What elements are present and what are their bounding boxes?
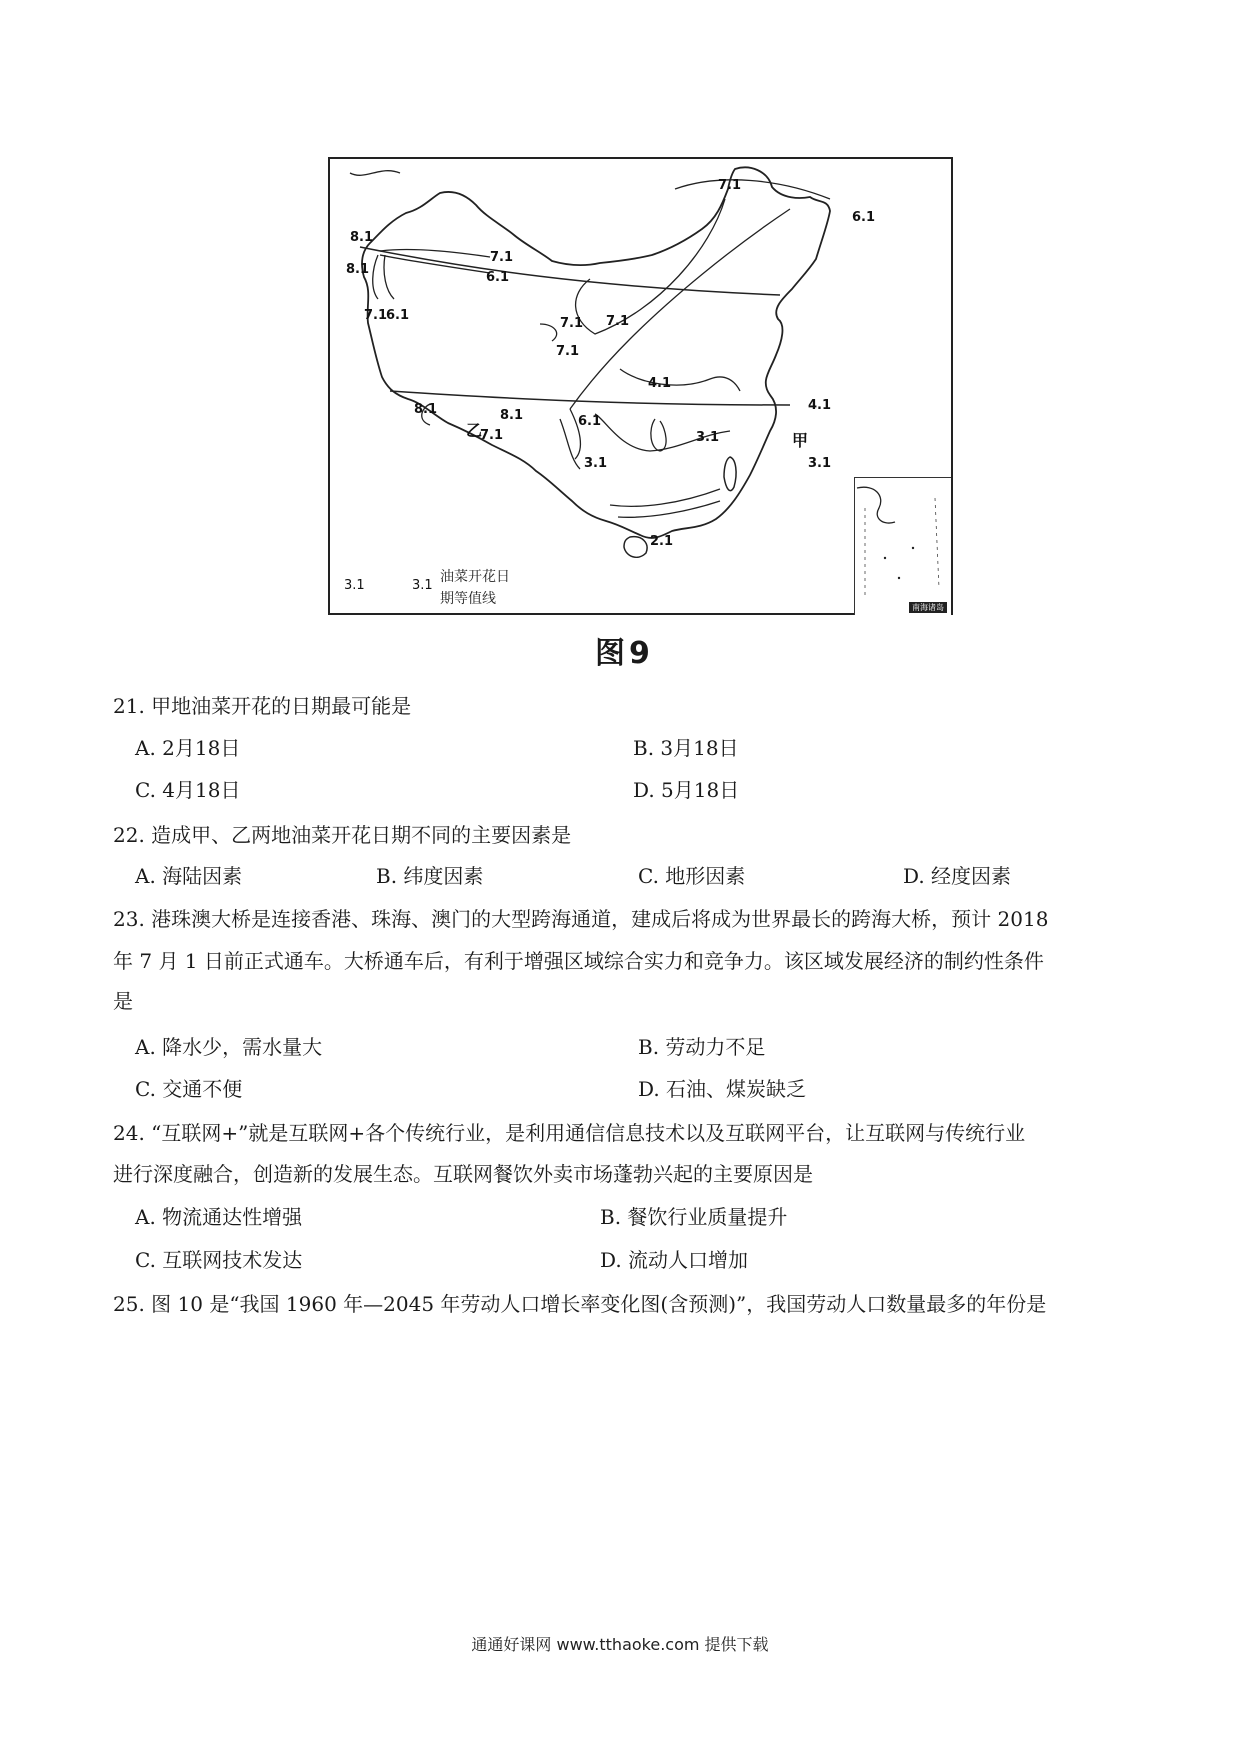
question-23-stem-line-2: 年 7 月 1 日前正式通车。大桥通车后，有利于增强区域综合实力和竞争力。该区域发展经济的制约性条件: [113, 949, 1044, 973]
isoline-label: 4.1: [648, 376, 672, 391]
hainan-island: [624, 537, 647, 558]
question-22-option-b[interactable]: B. 纬度因素: [376, 864, 484, 888]
parallel-north: [360, 247, 780, 295]
question-23-stem-line-3: 是: [113, 989, 133, 1013]
question-24-option-a[interactable]: A. 物流通达性增强: [135, 1205, 303, 1229]
question-21-option-c[interactable]: C. 4月18日: [135, 778, 241, 802]
question-23-option-a[interactable]: A. 降水少，需水量大: [135, 1035, 323, 1059]
question-22-option-d[interactable]: D. 经度因素: [903, 864, 1012, 888]
isoline-label: 3.1: [696, 430, 720, 445]
question-21-option-d[interactable]: D. 5月18日: [633, 778, 740, 802]
inset-outline: [855, 478, 950, 614]
isoline-label: 8.1: [346, 262, 370, 277]
isoline-label: 7.1: [490, 250, 514, 265]
question-21-stem: 21. 甲地油菜开花的日期最可能是: [113, 694, 412, 718]
question-23-option-b[interactable]: B. 劳动力不足: [638, 1035, 766, 1059]
isoline-label: 6.1: [486, 270, 510, 285]
isoline-label: 8.1: [500, 408, 524, 423]
legend-line-1: 油菜开花日: [440, 569, 510, 585]
question-22-stem: 22. 造成甲、乙两地油菜开花日期不同的主要因素是: [113, 823, 572, 847]
page-footer: 通通好课网 www.tthaoke.com 提供下载: [471, 1635, 769, 1654]
isoline: [540, 324, 557, 341]
question-24-option-b[interactable]: B. 餐饮行业质量提升: [600, 1205, 788, 1229]
place-label-jia: 甲: [792, 431, 809, 450]
isoline: [651, 419, 666, 451]
question-24-stem-line-1: 24. “互联网+”就是互联网+各个传统行业，是利用通信信息技术以及互联网平台，让互联网与传统行业: [113, 1121, 1026, 1145]
question-24-stem-line-2: 进行深度融合，创造新的发展生态。互联网餐饮外卖市场蓬勃兴起的主要原因是: [113, 1162, 813, 1186]
question-23-option-d[interactable]: D. 石油、煤炭缺乏: [638, 1077, 807, 1101]
isoline-label: 3.1: [584, 456, 608, 471]
question-24-option-d[interactable]: D. 流动人口增加: [600, 1248, 749, 1272]
question-23-stem-line-1: 23. 港珠澳大桥是连接香港、珠海、澳门的大型跨海通道，建成后将成为世界最长的跨海大桥，预计 2018: [113, 907, 1049, 931]
isoline-label: 7.1: [480, 428, 504, 443]
taiwan-island: [724, 457, 736, 491]
figure-9-map: [328, 157, 953, 615]
question-23-option-c[interactable]: C. 交通不便: [135, 1077, 243, 1101]
isoline-label: 2.1: [650, 534, 674, 549]
isoline-label: 7.1: [718, 178, 742, 193]
legend-sample-left: 3.1: [344, 578, 365, 593]
figure-caption: 图9: [595, 636, 654, 671]
legend-sample-right: 3.1: [412, 578, 433, 593]
legend-line-2: 期等值线: [440, 591, 496, 607]
isoline: [570, 209, 790, 409]
inset-label: 南海诸岛: [909, 602, 947, 613]
isoline-label: 8.1: [350, 230, 374, 245]
isoline: [620, 369, 740, 391]
isoline-label: 6.1: [852, 210, 876, 225]
isoline-label: 7.1: [364, 308, 388, 323]
legend-text: [440, 566, 510, 610]
question-25-stem: 25. 图 10 是“我国 1960 年—2045 年劳动人口增长率变化图(含预测)”，我国劳动人口数量最多的年份是: [113, 1292, 1047, 1316]
question-22-option-c[interactable]: C. 地形因素: [638, 864, 746, 888]
place-label-yi: 乙: [466, 421, 483, 440]
isoline: [373, 255, 394, 299]
isoline-label: 6.1: [386, 308, 410, 323]
question-21-option-a[interactable]: A. 2月18日: [135, 736, 241, 760]
legend-line-sample: [330, 159, 422, 187]
parallel-south: [390, 391, 790, 405]
isoline: [675, 180, 830, 199]
isoline: [576, 199, 725, 334]
question-21-option-b[interactable]: B. 3月18日: [633, 736, 739, 760]
isoline-label: 7.1: [606, 314, 630, 329]
isoline-label: 7.1: [556, 344, 580, 359]
question-24-option-c[interactable]: C. 互联网技术发达: [135, 1248, 303, 1272]
country-border: [362, 167, 830, 538]
south-china-sea-inset: [854, 477, 951, 615]
isoline-label: 6.1: [578, 414, 602, 429]
isoline-label: 3.1: [808, 456, 832, 471]
isoline: [610, 489, 720, 517]
question-22-option-a[interactable]: A. 海陆因素: [135, 864, 243, 888]
isoline-label: 7.1: [560, 316, 584, 331]
isoline-label: 4.1: [808, 398, 832, 413]
isoline-label: 8.1: [414, 402, 438, 417]
